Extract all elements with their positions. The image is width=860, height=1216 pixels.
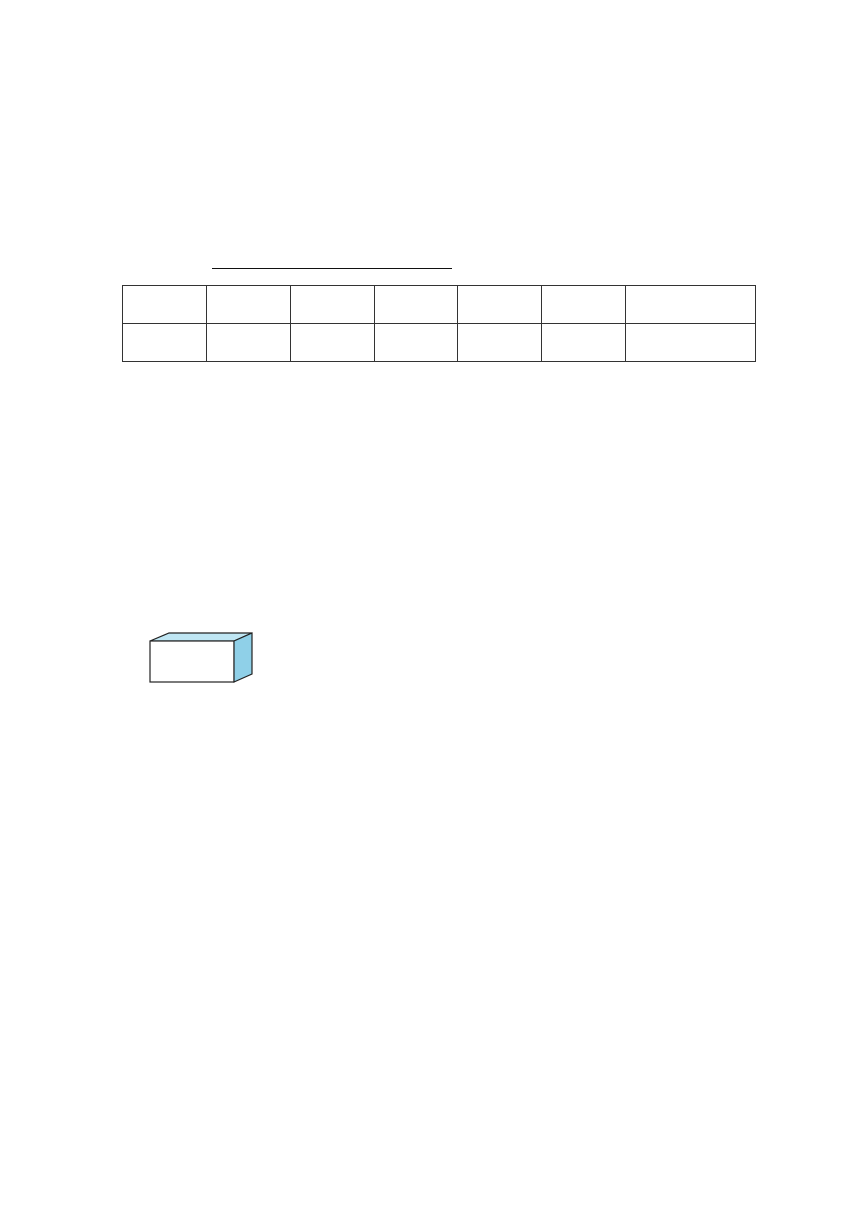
score-cell[interactable] [206, 324, 290, 362]
table-cell [206, 286, 290, 324]
score-blank[interactable] [372, 252, 452, 269]
table-cell [374, 286, 458, 324]
table-cell [123, 324, 207, 362]
score-cell[interactable] [542, 324, 626, 362]
student-info [212, 252, 452, 274]
name-blank[interactable] [292, 252, 372, 269]
table-cell [123, 286, 207, 324]
score-table-score-row [123, 324, 756, 362]
cuboid-side-face [234, 633, 252, 682]
table-cell [458, 286, 542, 324]
score-table-header-row [123, 286, 756, 324]
score-cell[interactable] [290, 324, 374, 362]
score-table [122, 285, 756, 362]
class-blank[interactable] [212, 252, 292, 269]
score-cell[interactable] [626, 324, 756, 362]
table-cell [542, 286, 626, 324]
score-cell[interactable] [458, 324, 542, 362]
cuboid-front-face [150, 641, 234, 682]
table-cell [626, 286, 756, 324]
cuboid-figure [134, 628, 274, 700]
table-cell [290, 286, 374, 324]
score-cell[interactable] [374, 324, 458, 362]
exam-meta [0, 208, 860, 224]
